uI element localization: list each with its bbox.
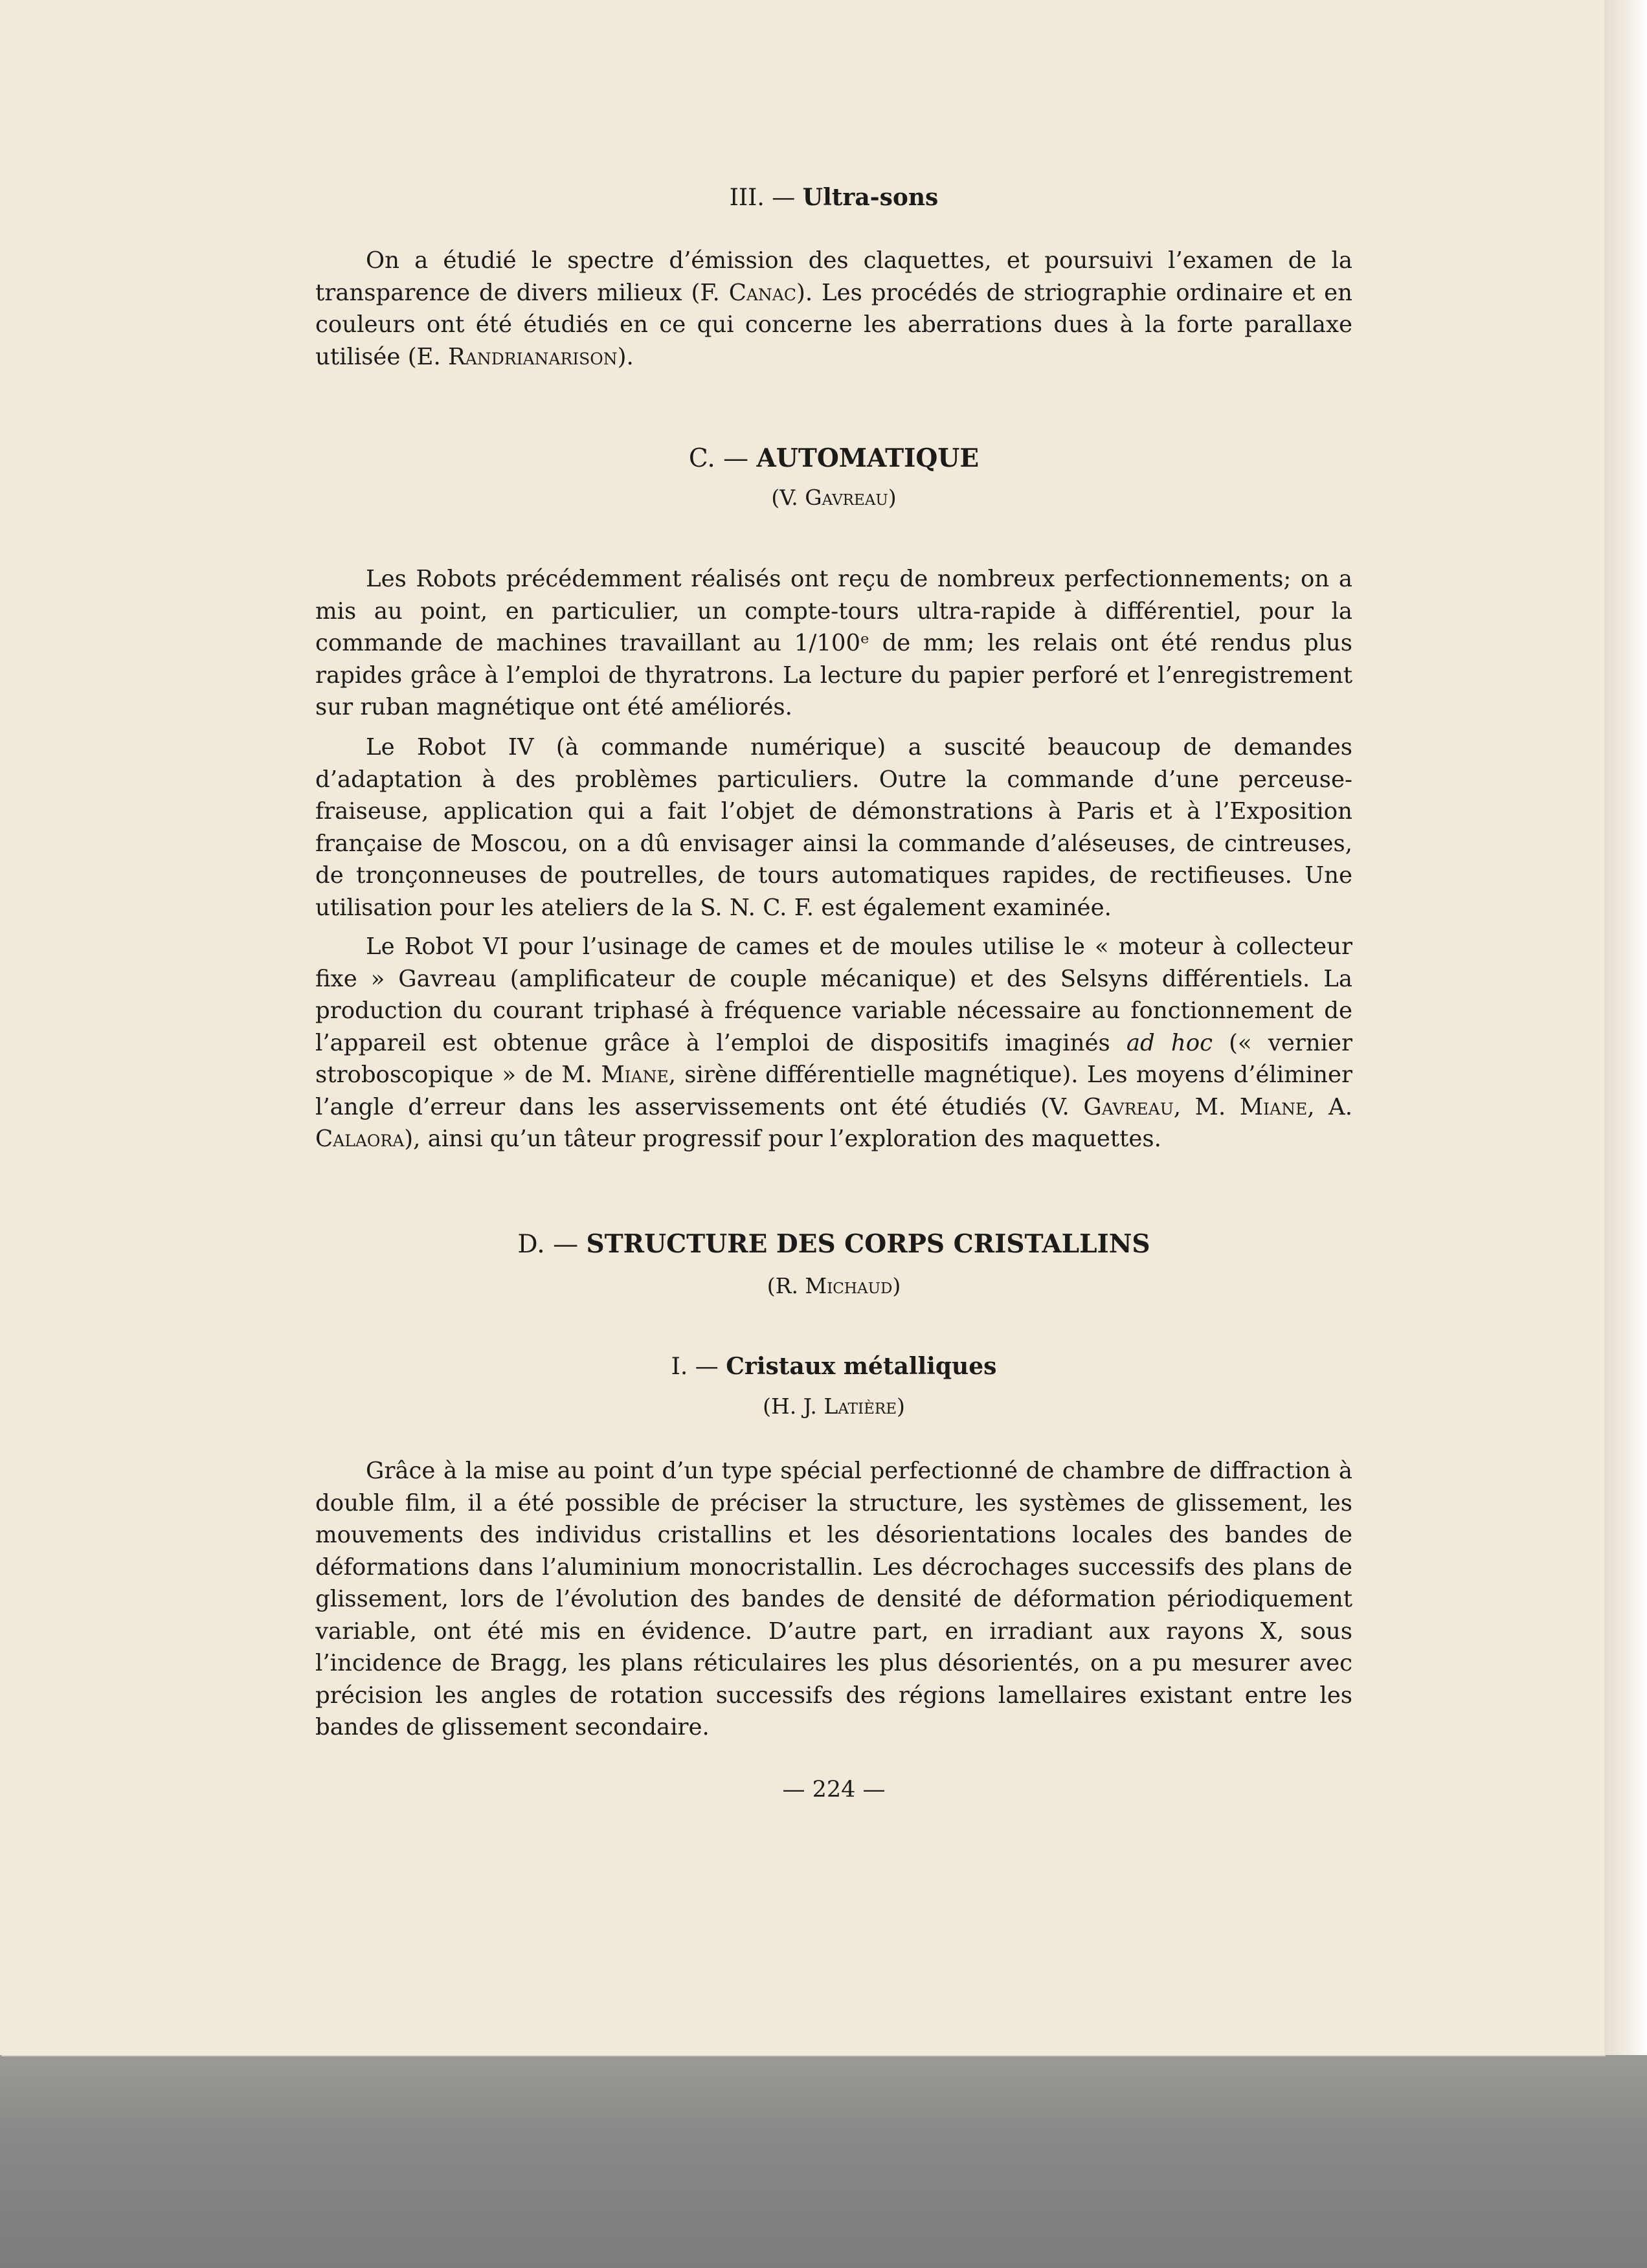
paragraph-cristaux: Grâce à la mise au point d’un type spécial perfectionné de chambre de diffraction à double film, il a été possible de préciser la structure, les systèmes de glissement, les mouvements des individus cristallins et les désorientations locales des bandes de déformations dans l’aluminium monocristallin. Les décrochages successifs des plans de glissement, lors de l’évolution des bandes de densité de déformation périodiquement variable, ont été mis en évidence. D’autre part, en irradiant aux rayons X, sous l’incidence de Bragg, les plans réticulaires les plus désorientés, on a pu mesurer avec précision les angles de rotation successifs des régions lamellaires existant entre les bandes de glissement secondaire.: [315, 1458, 1352, 1740]
heading-title: Ultra-sons: [802, 184, 939, 211]
author-name: Randrianarison: [448, 343, 618, 370]
heading-number: III. —: [729, 184, 796, 211]
heading-title: Cristaux métalliques: [726, 1353, 997, 1380]
subsection-heading-cristaux: [315, 1351, 1352, 1383]
latin-term: ad hoc: [1126, 1029, 1213, 1056]
paragraph-ultrasons: On a étudié le spectre d’émission des claquettes, et poursuivi l’examen de la transparence de divers milieux (F. Canac). Les procédés de striographie ordinaire et en couleurs ont été étudiés en ce qui concerne les aberrations dues à la forte parallaxe utilisée (E. Randrianarison).: [315, 247, 1352, 370]
author-name: Miane: [1239, 1093, 1308, 1120]
section-author: (V. Gavreau): [771, 485, 897, 510]
author-name: Canac: [728, 279, 796, 306]
paragraph-automatique-1: Les Robots précédemment réalisés ont reçu de nombreux perfectionnements; on a mis au point, en particulier, un compte-tours ultra-rapide à différentiel, pour la commande de machines travaillant au 1/100ᵉ de mm; les relais ont été rendus plus rapides grâce à l’emploi de thyratrons. La lecture du papier perforé et l’enregistrement sur ruban magnétique ont été améliorés.: [315, 566, 1352, 720]
heading-title: AUTOMATIQUE: [756, 443, 980, 473]
subsection-author: (H. J. Latière): [763, 1394, 905, 1419]
section-author: (R. Michaud): [767, 1273, 901, 1298]
section-heading-automatique: [315, 441, 1352, 476]
page-number: — 224 —: [782, 1777, 886, 1803]
scanner-background: [0, 2052, 1647, 2268]
section-heading-structure: [315, 1227, 1352, 1262]
heading-number: C. —: [688, 444, 749, 473]
paragraph-automatique-3: Le Robot VI pour l’usinage de cames et de moules utilise le « moteur à collecteur fixe » Gavreau (amplificateur de couple mécanique) et des Selsyns différentiels. La production du courant triphasé à fréquence variable nécessaire au fonctionnement de l’appareil est obtenue grâce à l’emploi de dispositifs imaginés ad hoc (« vernier stroboscopique » de M. Miane, sirène différentielle magnétique). Les moyens d’éliminer l’angle d’erreur dans les asservissements ont été étudiés (V. Gavreau, M. Miane, A. Calaora), ainsi qu’un tâteur progressif pour l’exploration des maquettes.: [315, 933, 1353, 1152]
author-name: Calaora: [315, 1126, 405, 1152]
heading-number: D. —: [517, 1230, 579, 1259]
section-heading-ultrasons: [315, 182, 1352, 214]
heading-number: I. —: [671, 1353, 719, 1380]
heading-title: STRUCTURE DES CORPS CRISTALLINS: [586, 1229, 1150, 1259]
author-name: Gavreau: [805, 485, 888, 510]
page-edge: [1604, 0, 1647, 2055]
author-name: Gavreau: [1083, 1093, 1174, 1120]
author-name: Miane: [601, 1062, 669, 1088]
author-name: Michaud: [805, 1273, 893, 1298]
paragraph-automatique-2: Le Robot IV (à commande numérique) a suscité beaucoup de demandes d’adaptation à des problèmes particuliers. Outre la commande d’une perceuse-fraiseuse, application qui a fait l’objet de démonstrations à Paris et à l’Exposition française de Moscou, on a dû envisager ainsi la commande d’aléseuses, de cintreuses, de tronçonneuses de poutrelles, de tours automatiques rapides, de rectifieuses. Une utilisation pour les ateliers de la S. N. C. F. est également examinée.: [315, 734, 1352, 921]
author-name: Latière: [824, 1394, 897, 1419]
